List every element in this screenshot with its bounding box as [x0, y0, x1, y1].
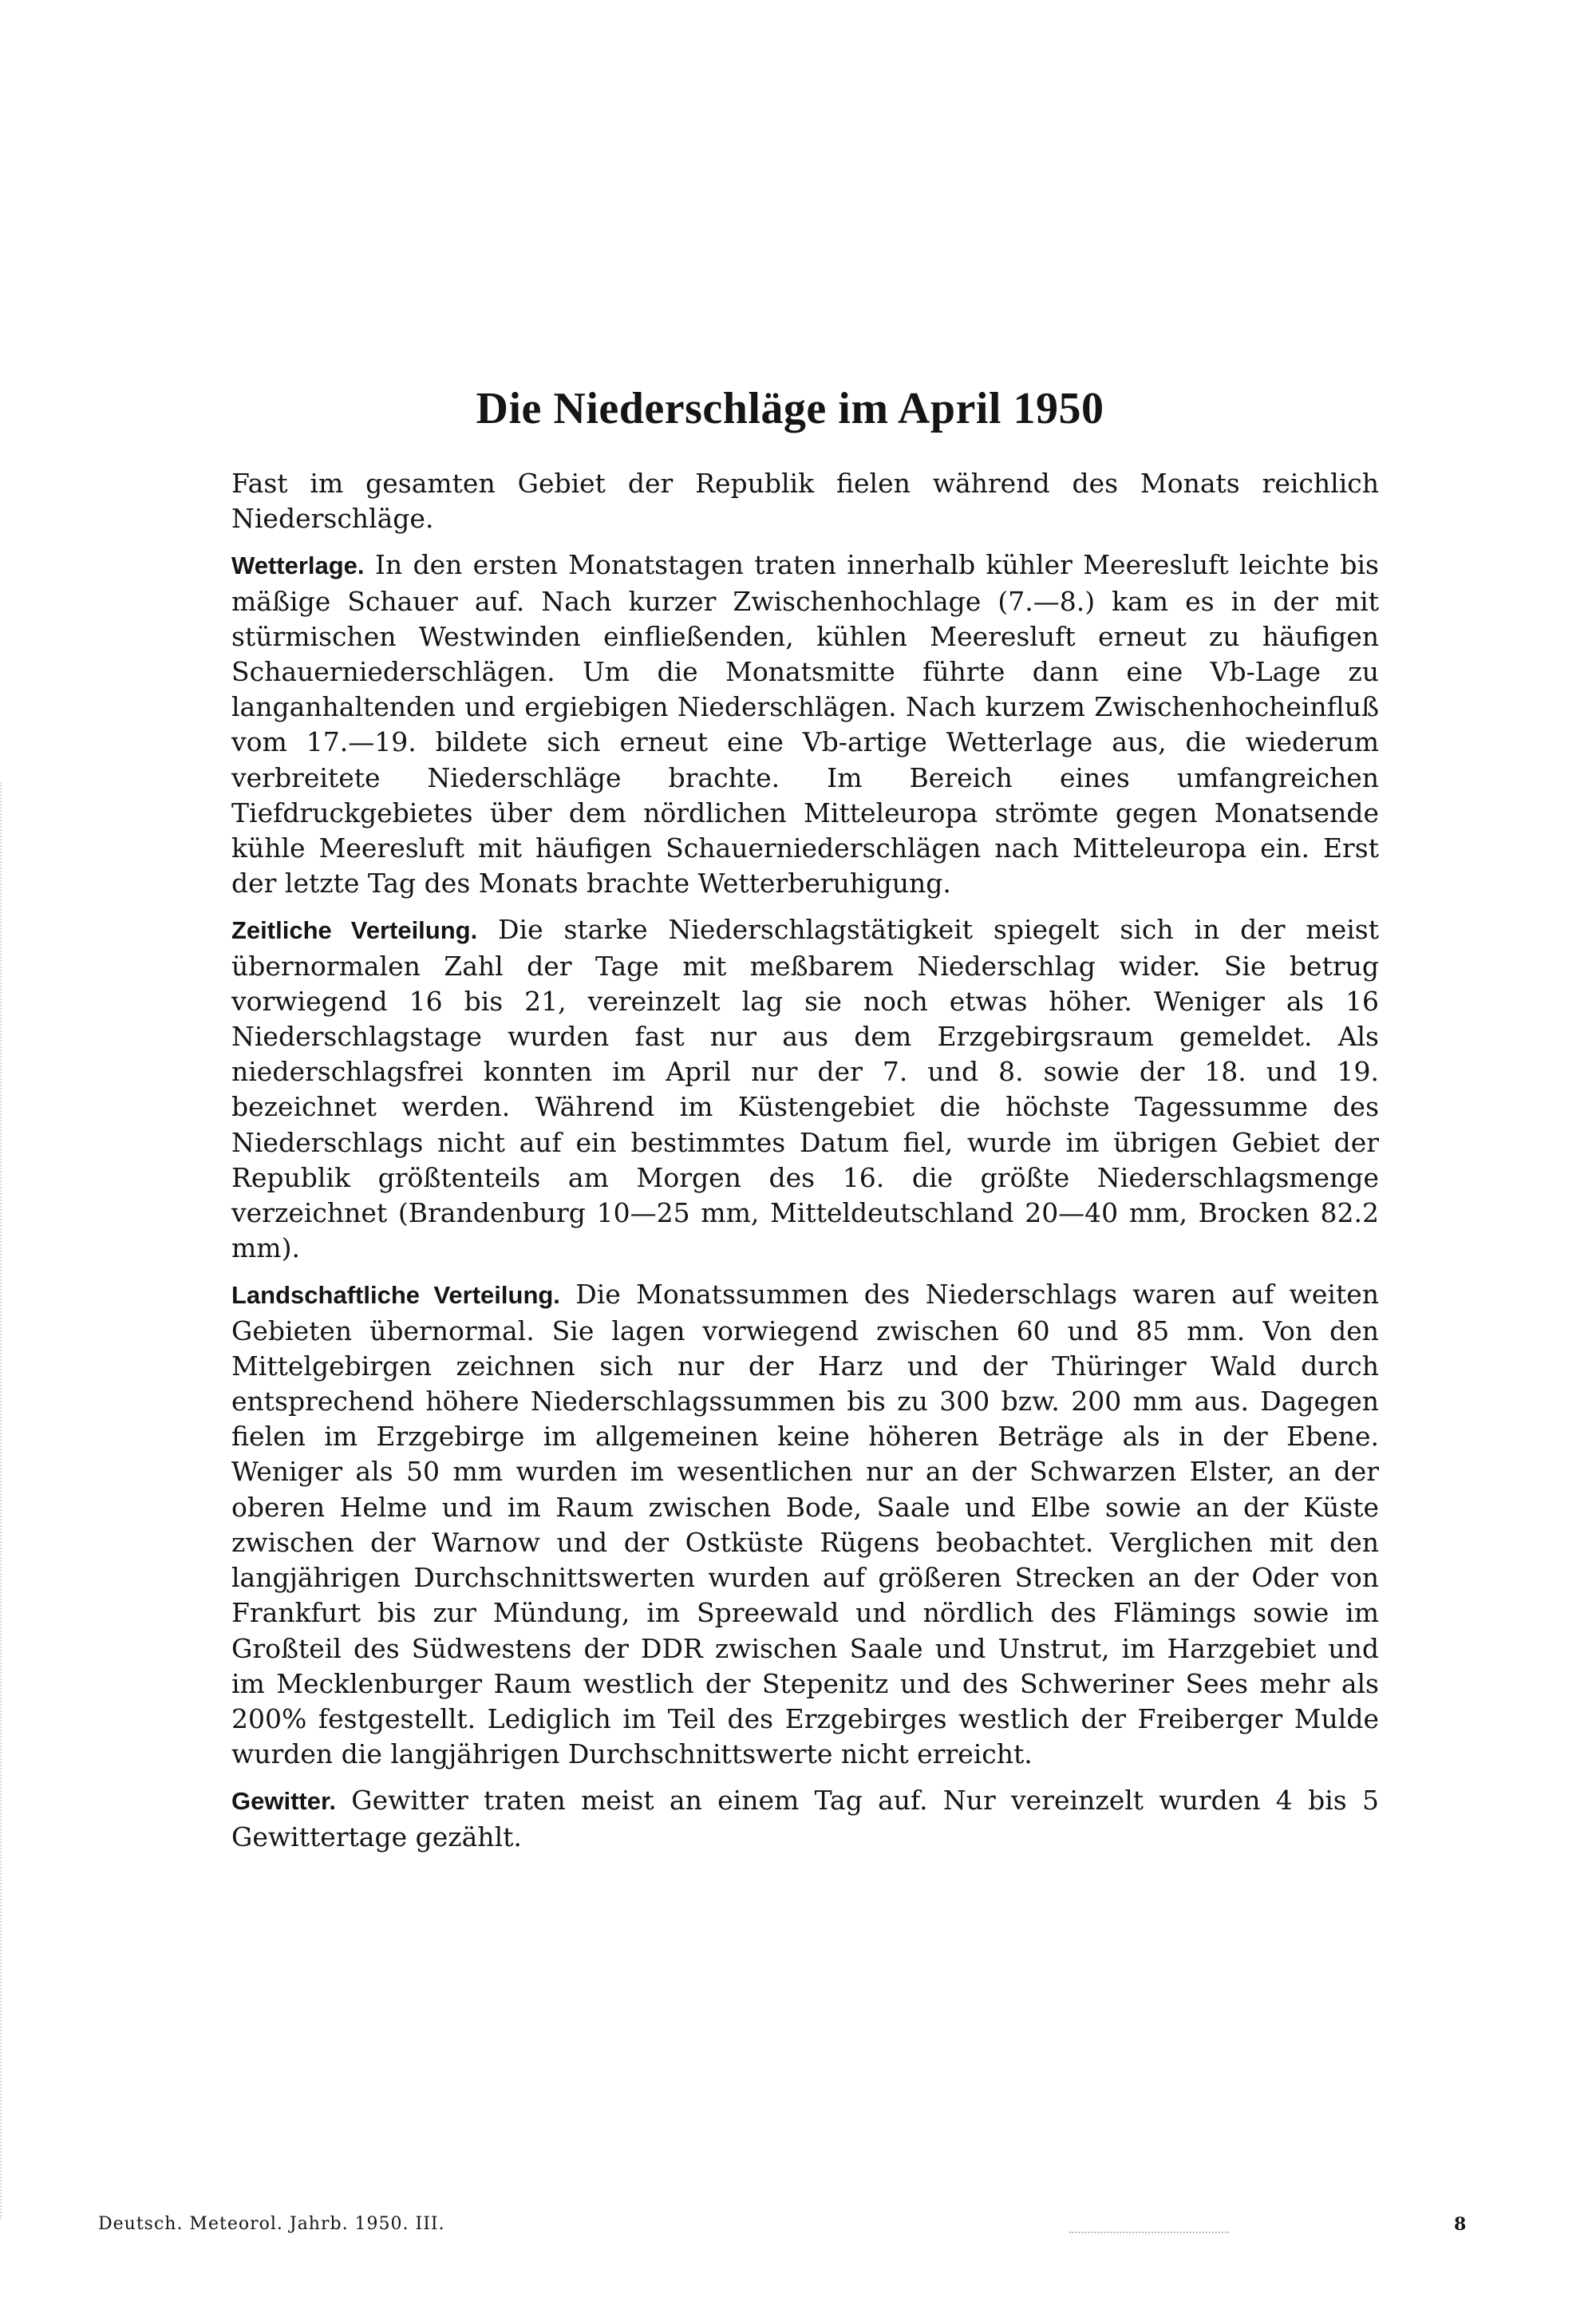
footer-source: Deutsch. Meteorol. Jahrb. 1950. III.: [98, 2214, 445, 2234]
section-zeitliche-verteilung: [231, 912, 1379, 1266]
page-number: 8: [1454, 2214, 1467, 2235]
page-title: Die Niederschläge im April 1950: [476, 384, 1104, 433]
section-heading: Gewitter.: [231, 1787, 336, 1816]
scan-noise-artifact: [1069, 2227, 1229, 2233]
article-body: [231, 466, 1379, 1866]
section-gewitter: [231, 1783, 1379, 1854]
section-wetterlage: [231, 548, 1379, 901]
scan-margin-artifact: [0, 782, 5, 2219]
section-heading: Wetterlage.: [231, 552, 365, 580]
section-text: Die starke Niederschlagstätigkeit spiegelt sich in der meist übernormalen Zahl der Tage mit meßbarem Niederschlag wider. Sie betrug vorwiegend 16 bis 21, vereinzelt lag sie noch etwas höher. Weniger als 16 Niederschlagstage wurden fast nur aus dem Erzgebirgsraum gemeldet. Als niederschlagsfrei konnten im April nur der 7. und 8. sowie der 18. und 19. bezeichnet werden. Während im Küstengebiet die höchste Tagessumme des Niederschlags nicht auf ein bestimmtes Datum fiel, wurde im übrigen Gebiet der Republik größtenteils am Morgen des 16. die größte Niederschlagsmenge verzeichnet (Brandenburg 10—25 mm, Mitteldeutschland 20—40 mm, Brocken 82.2 mm).: [231, 914, 1379, 1264]
intro-paragraph: Fast im gesamten Gebiet der Republik fielen während des Monats reichlich Niederschläge.: [231, 468, 1379, 535]
section-heading: Zeitliche Verteilung.: [231, 916, 478, 945]
section-text: In den ersten Monatstagen traten innerhalb kühler Meeresluft leichte bis mäßige Schauer auf. Nach kurzer Zwischenhochlage (7.—8.) kam es in der mit stürmischen Westwinden einfließenden, kühlen Meeresluft erneut zu häufigen Schauerniederschlägen. Um die Monatsmitte führte dann eine Vb-Lage zu langanhaltenden und ergiebigen Niederschlägen. Nach kurzem Zwischenhocheinfluß vom 17.—19. bildete sich erneut eine Vb-artige Wetterlage aus, die wiederum verbreitete Niederschläge brachte. Im Bereich eines umfangreichen Tiefdruckgebietes über dem nördlichen Mitteleuropa strömte gegen Monatsende kühle Meeresluft mit häufigen Schauerniederschlägen nach Mitteleuropa ein. Erst der letzte Tag des Monats brachte Wetterberuhigung.: [231, 549, 1379, 900]
section-heading: Landschaftliche Verteilung.: [231, 1281, 560, 1310]
section-text: Die Monatssummen des Niederschlags waren auf weiten Gebieten übernormal. Sie lagen vorwiegend zwischen 60 und 85 mm. Von den Mittelgebirgen zeichnen sich nur der Harz und der Thüringer Wald durch entsprechend höhere Niederschlagssummen bis zu 300 bzw. 200 mm aus. Dagegen fielen im Erzgebirge im allgemeinen keine höheren Beträge als in der Ebene. Weniger als 50 mm wurden im wesentlichen nur an der Schwarzen Elster, an der oberen Helme und im Raum zwischen Bode, Saale und Elbe sowie an der Küste zwischen der Warnow und der Ostküste Rügens beobachtet. Verglichen mit den langjährigen Durchschnittswerten wurden auf größeren Strecken an der Oder von Frankfurt bis zur Mündung, im Spreewald und nördlich des Flämings sowie im Großteil des Südwestens der DDR zwischen Saale und Unstrut, im Harzgebiet und im Mecklenburger Raum westlich der Stepenitz und des Schweriner Sees mehr als 200% festgestellt. Lediglich im Teil des Erzgebirges westlich der Freiberger Mulde wurden die langjährigen Durchschnittswerte nicht erreicht.: [231, 1279, 1379, 1770]
section-text: Gewitter traten meist an einem Tag auf. Nur vereinzelt wurden 4 bis 5 Gewittertage gezählt.: [231, 1785, 1379, 1852]
section-landschaftliche-verteilung: [231, 1277, 1379, 1772]
